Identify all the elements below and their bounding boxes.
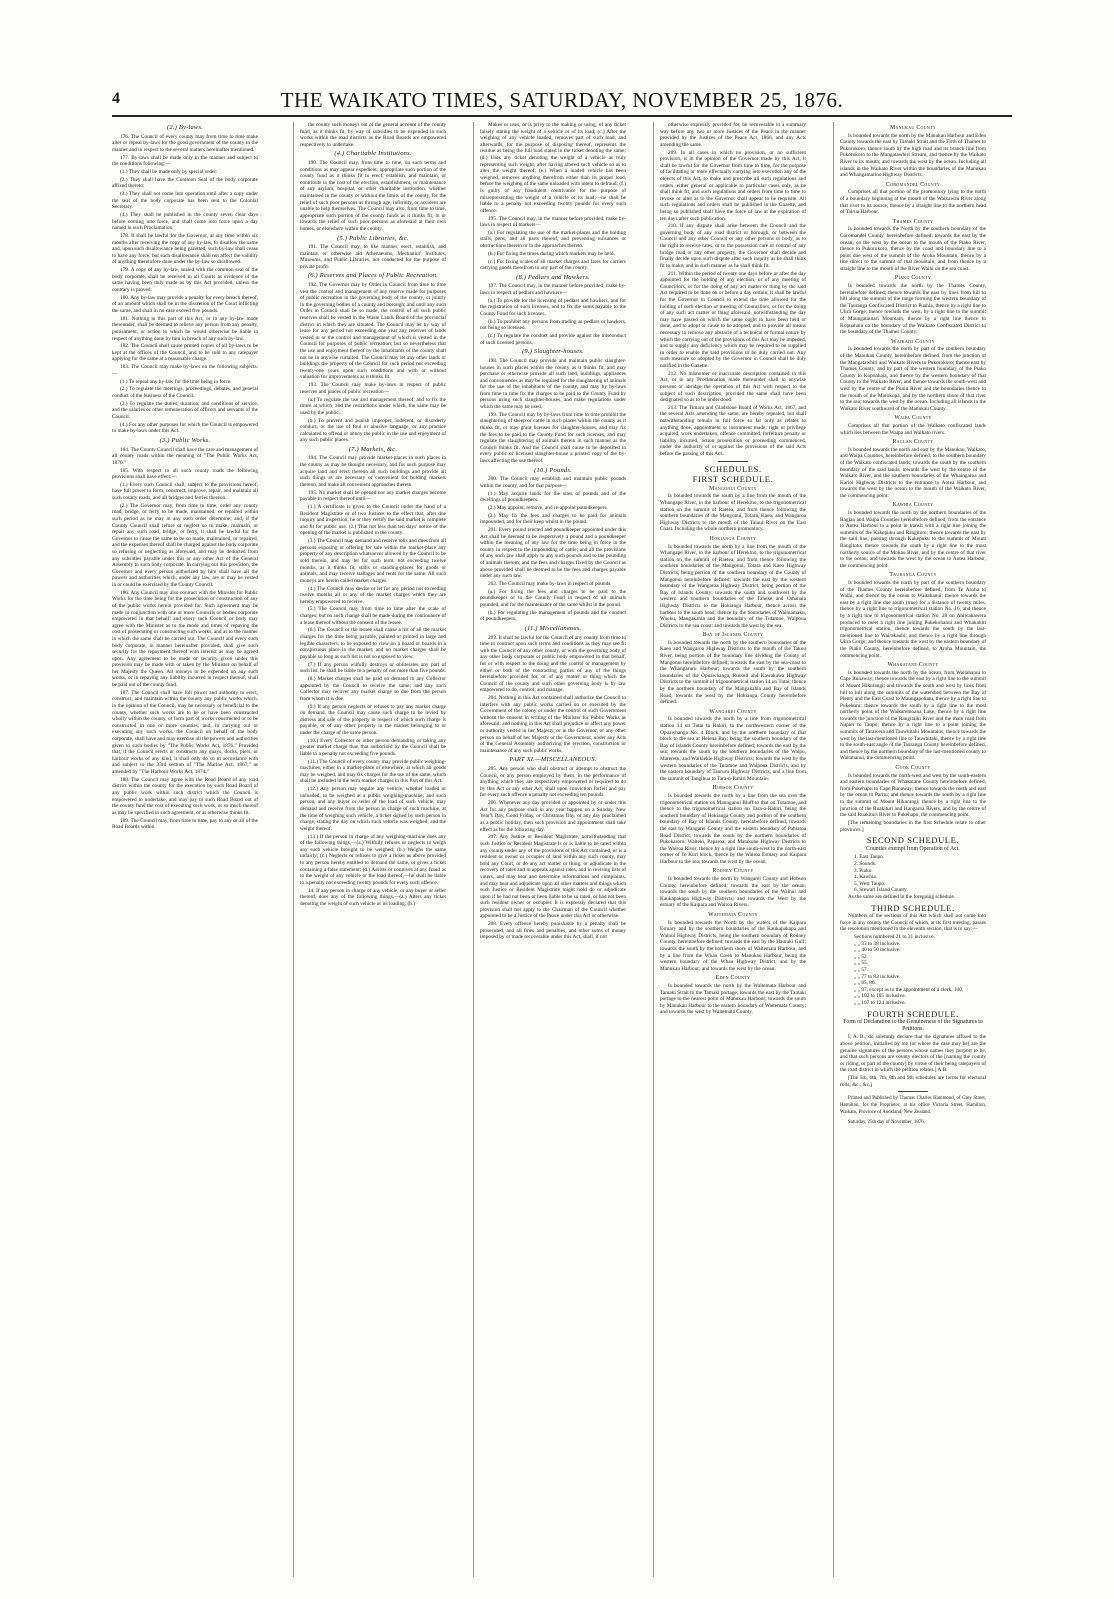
paragraph: otherwise expressly provided for, be recoverable in a summary way before any two or more Justices of the Peace in the manner provided by the Justices of the Peace Act, 1866, and any Acts amending the same.	[660, 122, 806, 148]
county-heading: Cook County	[895, 765, 931, 772]
paragraph: 197. The Council may, in the manner before provided, make by-laws in respect of pedlars and hawkers—	[480, 283, 626, 296]
paragraph: 207. Any Justice or Resident Magistrate, notwithstanding that such Justice or Resident Magistrate is or is liable to be rated within any county under any of the provisions of this Act contained, or is a resident or owner or occupier of land within any such county, may hold any Court, or do any act matter or thing, or adjudicate in the recovery of rates and in appeals against rates, and in revising lists of voters, and may hear and determine informations and complaints, and may hear and adjudicate upon all other matters and things which such Justice or Resident Magistrate might hold do or adjudicate upon if he had not been or been liable to be so rated, or had not been such resident owner or occupier. It is expressly declared that this provision shall not apply to the Chairman of the Council whether appointed to be a Justice of the Peace under this Act or otherwise.	[480, 834, 626, 920]
paragraph: Numbers of the sections of this Act which shall not come into force in any county the Council of which, at its first meeting, passes the resolution mentioned in the eleventh section, that is to say:—	[840, 913, 986, 933]
paragraph: (b.) For regulating the management of pounds and the conduct of poundkeepers.	[480, 609, 626, 623]
paragraph: 212. No misnomer or inaccurate description contained in this Act, or in any Proclamation made thereunder shall in anywise prevent or abridge the operation of this Act with respect to the subject of such description, provided the same shall have been designated so as to be understood.	[660, 370, 806, 404]
paragraph: (b.) To prohibit any persons from trading as pedlars or hawkers, not being so licensed.	[480, 318, 626, 332]
subsection-heading: (2.) By-laws.	[167, 124, 203, 131]
paragraph: 182. The Council shall cause printed copies of all by-laws to be kept at the offices of the Council, and to be sold to any ratepayer applying for the same at a reasonable charge.	[112, 343, 258, 363]
paragraph: (1.) A certificate is given to the Council under the hand of a Resident Magistrate or of two Justices to the effect that, after due inquiry and inspection, he or they certify the said market is complete and fit for public use. (2.) That not less than ten days' notice of the opening of the market is published in the county.	[300, 504, 446, 537]
subsection-heading: (7.) Markets, &c.	[348, 445, 398, 453]
subsection-heading: (4.) Charitable Institutions.	[334, 150, 412, 158]
paragraph: (a.) To provide for the licensing of pedlars and hawkers, and for the registration of such licenses, and to fix the sums payable to the County Fund for such licenses.	[480, 297, 626, 317]
paragraph: 195. No market shall be opened nor any market charges become payable in respect thereof until—	[300, 489, 446, 503]
paragraph: (3.) To regulate the duties, duration, and conditions of service, and the salaries or other remuneration of officers and servants of the Council.	[112, 400, 258, 420]
paragraph: 183. The Council may make by-laws on the following subjects:—	[112, 364, 258, 377]
section-heading: SECOND SCHEDULE.	[866, 835, 960, 846]
paragraph: (1.) To repeal any by-law for the time being in force.	[120, 378, 232, 385]
county-heading: Waipa County	[894, 415, 932, 422]
paragraph: 191. The Council may, to like manner, erect, establish, and maintain or otherwise aid Athenaeums, Mechanics' Institutes, Museums, and Public Libraries, not conducted for the purpose of private profit.	[300, 244, 446, 270]
county-heading: Hokianga County	[709, 535, 757, 542]
list-entry: 4. Kawhia.	[854, 874, 878, 881]
paragraph: Makes or uses, or is privy to the making or using, of any ticket falsely stating the weight of a vehicle or of its load; (c.) After the weighing of any vehicle loaded, removes part of such load, and afterwards, for the purpose of disposing thereof, represents the residue as being the full load stated in the ticket denoting the same; (d.) Uses any ticket denoting the weight of a vehicle as truly representing such weight, after having altered such vehicle so as to alter the weight thereof; (e.) When a loaded vehicle has been weighed, removes anything therefrom either than its proper load, before the weighing of the same unloaded with intent to defraud; (f.) Is guilty of any fraudulent contrivance for the purpose of misrepresenting the weight of a vehicle or its load;—he shall be liable to a penalty not exceeding twenty pounds for every such offence.	[480, 122, 626, 214]
paragraph: 213. The Timaru and Gladstone Board of Works Act, 1867, and the several Acts amending the same, are hereby repealed, but shall notwithstanding remain in full force so far only as relates to anything done, appointment or instrument made, right or privilege acquired, work undertaken, offence committed, forfeiture penalty or liability incurred, action prosecution or proceeding commenced, under the authority of or against the provisions of the said Acts before the passing of this Act.	[660, 404, 806, 458]
paragraph: 178. It shall be lawful for the Governor, at any time within six months after receiving the copy of any by-law, to disallow the same and, upon such disallowance being gazetted, such by-law shall cease to have any force; but such disallowance shall not affect the validity of anything theretofore done under the by-law so disallowed.	[112, 233, 258, 266]
county-heading: Coromandel County	[886, 181, 940, 188]
paragraph: Is bounded towards the north and east by the Manukau, Waikato, and Waipa Counties, hereinbefore defined, to the southern boundary of the Waikato confiscated lands; towards the south by the southern boundary of the said lands; towards the west by the centre of the Waikato River, and the southern boundaries of the Whaingaroa and Karioi Highway Districts to the entrance to Aotea Harbour, and towards the west by the ocean to the mouth of the Waikato River, the commencing point.	[840, 446, 986, 499]
list-entry: „ „ 97, except as to the appointment of a clerk, 100.	[854, 986, 964, 993]
paragraph: (2.) They shall have the Common Seal of the body corporate affixed thereto:	[112, 176, 258, 190]
section-heading: SCHEDULES.	[704, 463, 762, 474]
paragraph: 190. The Council may, from time to time, on such terms and conditions as may appear expedient, appropriate such portion of the county fund as it thinks fit to erect, establish, and maintain, or contribute to the cost of the erection, establishment, or maintenance of any asylum, hospital, or other charitable institution, whether maintained in the county or without the limits of the county, for the relief of such poor persons as through age, infirmity, or accident are unable to help themselves. The Council may also, from time to time, appropriate such portion of the county funds as it thinks fit, in or towards the relief of such poor persons as aforesaid at their own homes, or elsewhere within the county.	[300, 159, 446, 232]
column-divider	[473, 122, 474, 1577]
paragraph: (8.) Market charges shall be paid on demand to any Collector appointed by the Council to receive the same; and any such Collector may recover any market charge so due from the person from whom it is due.	[300, 675, 446, 702]
county-heading: Bay of Islands County	[702, 632, 764, 639]
paragraph: Is bounded towards the north by the northern boundaries of the Raglan and Waipa Counties hereinbefore defined, from the entrance to Aotea Harbour to a point in transit with a right line joining the summits of the Kakepuku and Rangitoto; thence towards the east by the said line, passing through Kakepuku to the summit of Mount Rangitoto; thence towards the south by a right line to the most northerly source of the Mokau River, and by the centre of that river to the ocean; and towards the west by the ocean to Aotea Harbour, the commencing point.	[840, 510, 986, 569]
paragraph: (12.) Any person may require any vehicle, whether loaded or unloaded, to be weighed at a public weighing-machine; and such person, and any buyer or seller of the load of such vehicle, may demand and receive from the person in charge of such machine, at the time of weighing such vehicle, a ticket signed by such person in charge, stating the day on which such vehicle was weighed, and the weight thereof.	[300, 786, 446, 832]
column-divider	[653, 122, 654, 1577]
paragraph: 195. The Council may, in the manner before provided, make by-laws in respect of markets—	[480, 215, 626, 229]
column-4	[660, 122, 806, 1577]
paragraph: (10.) Every Collector or other person demanding or taking any greater market charge than that authorised by the Council shall be liable to a penalty not exceeding five pounds.	[300, 737, 446, 757]
column-2	[300, 122, 446, 1577]
column-1	[112, 122, 258, 1577]
schedule-subtitle: Form of Declaration to the Genuineness of the Signatures to Petitions.	[843, 1019, 983, 1032]
county-heading: Whakatane County	[887, 662, 939, 669]
list-entry: 1. East Taupo.	[854, 854, 885, 861]
paragraph: Comprises all that portion of the Waikato confiscated lands which lies between the Waipa and Waikato rivers.	[840, 422, 986, 436]
paragraph: 206. Whenever any day provided or appointed by or under this Act for any purpose shall in any year happen on a Sunday, New Year's Day, Good Friday, or Christmas Day, or any day proclaimed as a public holiday, then such provision and appointment shall take effect as for the following day.	[480, 800, 626, 833]
subsection-heading: PART XI.—MISCELLANEOUS.	[509, 756, 597, 764]
list-entry: 2. Sounds.	[854, 860, 877, 867]
county-heading: Tauranga County	[889, 572, 937, 579]
section-rule	[718, 461, 748, 462]
column-divider	[293, 122, 294, 1577]
county-heading: Hobson County	[712, 785, 754, 792]
paragraph: 188. The Council may agree with the Road Board of any road district within the county for the execution by such Road Board of any public work within such district which the Council is empowered to undertake, and may pay to such Road Board out of the county fund the cost of executing such work, or so much thereof as may be specified in such agreement, or as otherwise thinks fit.	[112, 776, 258, 816]
paragraph: (3.) They shall not come into operation until after a copy under the seal of the body corporate has been sent to the Colonial Secretary.	[112, 191, 258, 211]
county-heading: Eden County	[715, 975, 751, 982]
paragraph: (4.) The Council may devise or let for any period not exceeding twelve months all or any of the market charges which they are hereby empowered to receive.	[300, 585, 446, 605]
subsection-heading: (3.) Public Works.	[159, 436, 211, 444]
paragraph: 192. The Governor may by Order in Council from time to time vest the control and management of any reserve made for purposes of public recreation in the governing body of the county, or jointly in the governing bodies of a county and borough; and until any such Order in Council shall be so made, the control of all such public reserves shall be vested in the Waste Lands Board of the provincial district in which they are situated. The Council may let by way of lease for any period not exceeding one year any reserves of lands vested in or the control and management of which is vested in the Council for purposes of public recreation; but so nevertheless that the use and enjoyment thereof by the inhabitants of the county shall not be in anywise curtailed. The Council may let any other lands or buildings the property of the Council for such period not exceeding twenty-one years upon such conditions and with or without valuation for improvements as it thinks fit.	[300, 282, 446, 381]
paragraph: I, A. B., do solemnly declare that the signatures affixed to the above petition, initialled by me (or where the case may be) are the genuine signatures of the persons whose names they purport to be, and that such persons are county electors of the [naming the county or riding, or part of the county] by virtue of their being ratepayers of the road district in which the petition relates.] A.B.	[840, 1034, 986, 1074]
paragraph: Is bounded towards the north by a line from trigonometrical station 14 on Tutai to Rahiri, to the northwestern corner of the Opuawhanga No. 4 Block, and by the northern boundary of that block to the sea at Helena Bay; being the southern boundary of the Bay of Islands County hereinbefore defined; towards the east by the sea; towards the south by the southern boundaries of the Waipu, Mareretu, and Waikiekie Highway Districts; towards the west by the western boundaries of the Tutamoe and Waipoua Districts, and by the eastern boundary of Taururu Highway Districts, and a line from the summit of Tangihua to Tara-o-Rahiri Mountain.	[660, 716, 806, 782]
paragraph: 208. Every offence hereby punishable by a penalty shall be prosecuted, and all fines and penalties, and other sums of money imposed by or made recoverable under this Act, shall, if not	[480, 921, 626, 941]
paragraph: 203. It shall be lawful for the Council of any county from time to time to contract upon such terms and conditions as they may see fit with the Council of any other county, or with the governing body of any other body corporate or public body empowered in that behalf, for or with respect to the doing and the control or management by either or both of the contracting parties of any of the things hereinbefore provided for, or of any matter or thing which the Council of the county and such other governing body is by law empowered to do, control, and manage.	[480, 634, 626, 694]
paragraph: Is bounded towards the north-west and west by the south-eastern and eastern boundaries of Whakatane County hereinbefore defined, from Pukehapu to Cape Runaway; thence towards the north and east by the ocean to Paritu; and thence towards the south by a right line to the summit of Mount Hikurangi; thence by a right line to the junction of the Ruakituri and Hangaroa Rivers, and by the centre of the said Ruakituri River to Pukehapu, the commencing point.	[840, 772, 986, 819]
paragraph: (11.) The Council of every county may provide public weighing-machines, either in a market-place or elsewhere, at which all goods may be weighed, and may fix charges for the use of the same, which shall be included in the term market charges in this Part of this Act.	[300, 758, 446, 785]
paragraph: 179. A copy of any by-law, sealed with the common seal of the body corporate, shall be received in all Courts as evidence of the same having been duly made as by this Act provided, unless the contrary is proved.	[112, 267, 258, 293]
paragraph: (1.) May acquire lands for the sites of pounds and of the dwellings of poundkeepers.	[480, 490, 626, 504]
county-heading: Raglan County	[892, 439, 934, 446]
paragraph: 187. The Council shall have full power and authority to erect, construct, and maintain within the county any public works which, in the opinion of the Council, may be necessary or beneficial to the county, whether such works are to be or have been constructed wholly within the county, or form part of works constructed or to be constructed in one or more counties; and, in carrying out or executing any such works, the Council on behalf of the body corporate, shall have and may exercise all the powers and authorities given to such bodies by "The Public Works Act, 1876." Provided that, if the Council erects or constructs any quays, docks, piers, or harbour works of any kind, it shall only do so in accordance with and subject to the 33rd section of "The Marine Act, 1867," as amended by "The Harbour Works Act, 1874."	[112, 689, 258, 775]
section-rule	[898, 1091, 928, 1092]
paragraph: Is bounded towards the north by part of the southern boundary of the Manukau County, hereinbefore defined, from the junction of the Mangatawhiri and Waikato Rivers to Pukorokoro; thence east by Thames County, and by part of the western boundary of the Piako County to Kopuahaia, and thence by the western boundary of that County to the Waikato River; and thence towards the south-west and west by the centre of the Puniu River and the boundaries thence to the mouth of the Marokopa, and by the northern shore of that river to the sea; towards the west by the ocean. Including all islands in the Waikato River southward of the Manukau County.	[840, 346, 986, 412]
county-heading: Manukau County	[890, 125, 936, 131]
imprint-line: Saturday, 25th day of November, 1876.	[848, 1120, 925, 1126]
subsection-heading: (10.) Pounds.	[534, 466, 572, 474]
paragraph: (2.) May appoint, remove, and re-appoint poundkeepers.	[488, 504, 608, 511]
paragraph: 176. The Council of every county may from time to time make alter or repeal by-laws for the good government of the county in the manner and in respect to the several matters hereinafter mentioned.	[112, 133, 258, 153]
paragraph: (a.) For regulating the use of the market-places and the holding stalls, pens, and all parts thereof, and preventing nuisances or obstructions therein or in the approaches thereto.	[480, 229, 626, 250]
paragraph: (c.) To regulate the conduct and provide against the misconduct of such licensed persons.	[480, 333, 626, 346]
paragraph: 198. The Council may provide and maintain public slaughter-houses in such places within the county as it thinks fit, and may purchase or otherwise provide all such land, buildings, appliances and conveniences as may be required for the slaughtering of animals for the use of the inhabitants of the county, and may by by-laws from time to time fix the charges to be paid to the County Fund by persons using such slaughter-houses, and make regulations under which the same may be used.	[480, 357, 626, 411]
list-entry: „ „ 33 to 38 inclusive.	[854, 940, 901, 947]
paragraph: 202. The Council may make by-laws in respect of pounds.	[488, 581, 612, 588]
paragraph: 210. If any dispute shall arise between the Council and the governing body of any road district or borough, or between the Council and any other Council or any other persons or body, as to the right to receive rates, or to the possession care or control of any bridge road or any other property, the Governor shall decide and finally decide upon such dispute after such inquiry as he shall think fit to make, and in such manner as he shall think fit.	[660, 223, 806, 269]
column-5	[840, 122, 986, 1577]
paragraph: Is bounded towards the north by the Thames County, hereinbefore defined; thence towards the east by lines from hill to hill along the summit of the range forming the western boundary of the Tauranga Confiscated District to Puahia, thence by a right line to Ulira Gorge; thence towards the west, by a right line to the summit of Maungatautari Mountain, thence by a right line thence to Kopuahaia on the boundary of the Waikato Confiscated District to the boundary of the Thames County.	[840, 283, 986, 336]
list-entry: 3. Piako.	[854, 867, 873, 874]
subsection-heading: (9.) Slaughter-houses.	[522, 348, 584, 356]
list-entry: „ „ 102 to 105 inclusive.	[854, 993, 906, 1000]
paragraph: Is bounded towards the north by the ocean, from Waitahanui to Cape Runaway; thence towards the east by a right line to the summit of Mount Hikurangi; and towards the south and west by lines from hill to hill along the summits of the watershed between the Bay of Plenty and the East Coast to Maungapohatu, thence by a right line to Pukehuru; thence towards the south by a right line to the most northerly point of the Waikaremoana Lake, thence by a right line towards the junction of the Rangitaiki River and the main road from Napier to Taupo; thence by a right line to a point joining the summits of Tarawera and Tauwhitahi Mountains; thence towards the west by the last-mentioned line to Tauwhitahi, thence by a right line to the south-east angle of the Tauranga County hereinbefore defined, and thence by the northern boundary of the last-mentioned county to Waitahanui, the commencing point.	[840, 669, 986, 762]
paragraph: (2.) To regulate the meetings, proceedings, debates, and general conduct of the business of the Council.	[112, 386, 258, 399]
list-entry: „ „ 52.	[854, 953, 868, 960]
paragraph: 186. Any Council may also contract with the Minister for Public Works for the time being for the prosecution or construction of any of the public works herein provided for. Such agreement may be made in conjunction with one or more Councils or bodies corporate empowered in that behalf; and every such Council or body may agree with the Minister as to the mode and times of repaying the cost of prosecuting or constructing such works, and as to the manner in which the same shall be carried out. The Council and every such body corporate, in manner hereinafter provided, shall give such security for the repayment thereof with interest as may be agreed upon. Any agreement to be made or security given under this provision may be made with or taken by the Minister on behalf of her Majesty the Queen. All moneys to be expended on any such works, or in repaying any liability incurred in respect thereof, shall be paid out of the county fund.	[112, 589, 258, 689]
paragraph: 185. With respect to all such county roads the following provisions shall have effect:—	[112, 467, 258, 481]
masthead-rule	[112, 115, 1012, 117]
paragraph: Is bounded towards the north by a line from the mouth of the Whangape River, in the harbour of Herekino, to the trigonometrical station on the summit of Raetea, and from thence following the southern boundaries of the Mangonui, Totara and Kaeo Highway Districts, being portion of the southern boundary of the County of Mangonui hereinbefore defined; towards the east by the western boundary of the Wangaroa Highway District, being portion of the Bay of Islands County; towards the south and southwest by the western and southern boundaries of the Taheke and Omanaia Highway Districts to the Hokianga Harbour, thence across the harbour to the south head, thence by the boundaries of Waimamaku, Waoku, Mangakahia and the boundary of the Tutamoe, Waipoua Districts to the sea coast; and towards the west by the sea.	[660, 543, 806, 629]
section-heading: FIRST SCHEDULE.	[692, 474, 774, 485]
paragraph: 204. Nothing in this Act contained shall authorize the Council to interfere with any public works carried on or executed by the Government of the colony or under the control of such Government without the consent in writing of the Minister for Public Works as aforesaid; and nothing in this Act shall prejudice or affect any power or authority vested in her Majesty, or in the Governor, or any other person on behalf of her Majesty or the Government, under any Acts of the General Assembly authorizing the erection, construction or maintenance of any such public works.	[480, 695, 626, 754]
list-entry: 5. West Taupo.	[854, 880, 886, 887]
paragraph: Is bounded towards the north by a line from the sea over the trigonometrical station on Maunganui Bluff to that on Tutamoe, and thence to the trigonometrical station on Tara-o-Rahiri, being the southern boundary of Hokianga County and portion of the southern boundary of Bay of Islands County, hereinbefore defined; towards the east by Wangarei County and the eastern boundary of Pahiatoa Road District; towards the south by the northern boundaries of Pukekaroro, Waiteki, Paparoa, and Matakohe Highway Districts to the Wairoa River, thence by a right line south-west to the north-east corner of Te Kuri block, thence by the Wairoa Estuary and Kaipara Harbour to the sea; towards the west by the ocean.	[660, 792, 806, 865]
newspaper-title: THE WAIKATO TIMES, SATURDAY, NOVEMBER 25, 1876.	[280, 88, 844, 112]
county-heading: Rodney County	[712, 868, 754, 875]
paragraph: 209. In all cases in which no provision, or no sufficient provision, is in the opinion of the Governor made by this Act, it shall be lawful for the Governor from time to time, for the purpose of facilitating or more effectually carrying into execution any of the objects of this Act, to make and prescribe all such regulations and orders, either general or applicable to particular cases only, as he shall think fit, and such regulations and orders from time to time to revoke or alter as to the Governor shall appear to be requisite. All such regulations and orders shall be published in the Gazette, and being so published shall have the force of law at the expiration of ten days after such publication.	[660, 149, 806, 222]
paragraph: (3.) The Council may demand and receive tolls and dues from all persons exposing or offering for sale within the market-place any property of any description whatsoever allowed by the Council to be sold therein, and may let for such term, not exceeding twelve months, as it thinks fit, stalls or standing-places for goods or animals, and may receive stallages and rents for the same. All such moneys are herein called market charges.	[300, 538, 446, 584]
county-heading: Waikato County	[891, 338, 935, 345]
paragraph: 201. Every pound erected and poundkeeper appointed under this Act shall be deemed to be respectively a pound and a poundkeeper within the meaning of any law for the time being in force in the county in respect to the impounding of cattle; and all the provisions of any such law shall apply to any such pounds and to the pounding of animals therein; and the fees and charges fixed by the Council as above provided shall be deemed to be the fees and charges payable under any such law.	[480, 527, 626, 580]
paragraph: (3.) May fix the fees and charges to be paid for animals impounded, and for their keep whilst in the pound.	[480, 512, 626, 526]
paragraph: Comprises all that portion of the promontory lying to the north of a boundary beginning at the mouth of the Waikawau River along that river to its source, thence by a straight line to the northern head of Tairua Harbour.	[840, 189, 986, 216]
imprint-line: Printed and Published by Thomas Charles Hammond, of Grey Street, Hamilton, for the Proprietor, at his office Victoria Street, Hamilton, Waikato, Province of Auckland, New Zealand.	[840, 1096, 986, 1115]
paragraph: Is bounded towards the north by the Manukau Harbour and Eden County towards the east by Tamaki Strait and the Firth of Thames to Pukorokoro, thence south by the high road and its branch line from Pukorokoro to the Mangatawhiri Stream, and thence by the Waikato River to its mouth; and towards the west by the ocean. Including all islands in the Waikato River within the boundaries of the Manukau and Whangamarino Highway Districts.	[840, 132, 986, 179]
paragraph: (b.) To prevent and punish improper, indecent, or disorderly conduct, or the use of foul or abusive language, or any practice calculated to offend or annoy the public in the use and enjoyment of any such public places.	[300, 417, 446, 444]
paragraph: [The remaining boundaries in the first Schedule relate to other provinces.]	[840, 819, 986, 833]
section-heading: THIRD SCHEDULE.	[871, 902, 955, 913]
county-heading: Thames County	[892, 218, 934, 225]
county-heading: Wangarei County	[709, 708, 757, 715]
paragraph: 184. The County Council shall have the care and management of all county roads within the meaning of "The Public Works Act, 1876."	[112, 446, 258, 466]
paragraph: (13.) If the person in charge of any weighing-machine does any of the following things,—(a.) Wilfully refuses or neglects to weigh any such vehicle brought to be weighed; (b.) Weighs the same unfairly; (c.) Neglects or refuses to give a ticket as above provided to any person hereby entitled to demand the same, or gives a ticket containing a false statement; (d.) Assists or connives at any fraud as to the weight of any vehicle or the load thereof,—he shall be liable to a penalty not exceeding twenty pounds for every such offence.	[300, 833, 446, 886]
paragraph: As the same are defined in the foregoing schedule.	[848, 893, 956, 900]
list-entry: 6. Stewart Island County.	[854, 887, 908, 894]
paragraph: (a.) For fixing the fees and charges to be paid to the poundkeeper or to the County Fund in respect of all animals pounded, and for the maintenance of the same whilst in the pound.	[480, 588, 626, 608]
paragraph: the county such moneys out of the general account of the county fund, as it thinks fit, by way of subsidies to be expended in such works within the road districts as the Road Boards are empowered respectively to undertake.	[300, 122, 446, 148]
masthead	[112, 88, 1012, 112]
paragraph: Is bounded towards the south by a line from the mouth of the Whangape River, in the harbour of Herekino, to the trigonometrical station on the summit of Raetea, and from thence following the southern boundaries of the Mangonui, Totara, Kaeo, and Wangaroa Highway Districts to the mouth of the Taiaui River on the East Coast. Including the whole northern promontory.	[660, 493, 806, 533]
subsection-heading: (6.) Reserves and Places of Public Recreation.	[307, 272, 439, 280]
paragraph: (b.) For fixing the times during which markets may be held.	[488, 250, 615, 257]
paragraph: (6.) The Council or the lessee shall cause a list of all the market charges for the time being payable, painted or printed in large and legible characters, to be exposed to view on a board or boards in a conspicuous place in the market; and no market charges shall be payable so long as such list is not so exposed to view.	[300, 627, 446, 660]
paragraph: (9.) If any person neglects or refuses to pay any market charge on demand, the Council may cause such charge to be levied by distress and sale of the property in respect of which such charge is payable, or of any other property in the market belonging to or under the charge of the same person.	[300, 703, 446, 736]
column-divider	[833, 122, 834, 1577]
paragraph: 200. The Council may establish and maintain public pounds within the county, and for that purpose—	[480, 476, 626, 489]
subsection-heading: (8.) Pedlars and Hawkers.	[516, 273, 590, 281]
page-number: 4	[112, 90, 120, 107]
paragraph: Is bounded towards the north by the Waitemata Harbour and Tamaki Strait to the Tamaki portage; towards the east by the Tamaki portage to the nearest point of Manukau Harbour; towards the south by Manukau Harbour to the eastern boundary of Waitemata County; and towards the west by Waitemata County.	[660, 982, 806, 1016]
list-entry: „ „ 40 to 50 inclusive.	[854, 947, 901, 954]
paragraph: 181. Nothing in this part of this Act, or in any by-law made thereunder, shall be deemed to relieve any person from any penalty, punishment, or action to which he would otherwise be liable in respect of anything done by him in breach of any such by-law.	[112, 315, 258, 342]
county-heading: Piako County	[894, 275, 932, 282]
paragraph: Is bounded towards the north by the southern boundaries of the Kaeo and Wangaroa Highway Districts to the mouth of the Takou River, being portion of the boundary line dividing the County of Mangonui hereinbefore defined; towards the east by the sea-coast to the Whangaruru Harbour; towards the south by the southern boundaries of the Opuawhanga, Russell and Kawakawa Highway Districts to the summit of trigonometrical station 14 on Tutai; thence by the northern boundary of the Mangakahia and Bay of Islands Road, towards the west by the Hokianga County hereinbefore defined.	[660, 639, 806, 706]
list-entry: „ „ 55.	[854, 960, 868, 967]
paragraph: Is bounded towards the North by the waters of the Kaipara Estuary and by the southern boundaries of the Kaukapakapa and Wainui Highway Districts, being the southern boundary of Rodney County, hereinbefore defined; towards the east by the Hauraki Gulf; towards the south by the northern shore of Waitemata Harbour, and by a line from the Whau Creek to Manukau Harbour, being the western boundary of the Whau Highway District, and by the Manukau Harbour; and towards the west by the ocean.	[660, 919, 806, 972]
paragraph: (a.) To regulate the use and management thereof, and to fix the times at which, and the restrictions under which, the same may be used by the public.	[300, 396, 446, 416]
paragraph: (5.) The Council may from time to time alter the scale of charges; but no such change shall be made during the continuance of a lease thereof without the consent of the lessee.	[300, 606, 446, 626]
paragraph: (4.) They shall be published in the county seven clear days before coming into force, and shall come into force upon a day named in such Proclamation.	[112, 212, 258, 232]
paragraph: 177. By-laws shall be made only in the manner and subject to the conditions following:—	[112, 154, 258, 168]
columns-container	[112, 122, 1012, 1577]
schedule-subtitle: Counties exempt from Operation of Act.	[866, 845, 960, 852]
paragraph: (c.) For fixing scales of all market charges and fares for carriers carrying goods therefrom to any part of the county.	[480, 258, 626, 272]
paragraph: 189. The Council may, from time to time, pay to any or all of the Road Boards within	[112, 817, 258, 831]
paragraph: 211. Within the period of twenty one days before or after the day appointed for the holding of any election, or of any meeting of Councillors, or for the doing of any act matter or thing by the said Act required to be done on or before a day certain, it shall be lawful for the Governor in Council to extend the time allowed for the holding of such election or meeting of Councillors, or for the doing of any such act matter or thing aforesaid, notwithstanding the day may have passed on which the same ought to have been held or done, and to adopt or cause to be adopted, and to provide all means necessary to remove any obstacle of a technical or formal nature by which the carrying out of the provisions of this Act may be impeded, and to supply any deficiency which may be required to be supplied in order to enable the said provisions to be duly carried out. Any such measure so adopted by the Governor in Council shall be duly notified in the Gazette.	[660, 270, 806, 369]
paragraph: 199. The Council may by by-laws from time to time prohibit the slaughtering of sheep or cattle in such places within the county as it thinks fit, or may grant licenses for slaughter-houses, and may fix the fees to be paid to the County Fund for such licenses, and may regulate the slaughtering of animals therein in such manner as the Council thinks fit. And the Council shall cause to be deposited in every public or licensed slaughter-house a printed copy of the by-laws affecting the use thereof.	[480, 411, 626, 464]
county-heading: Kawhia County	[892, 502, 934, 509]
paragraph: [The 5th, 6th, 7th, 8th and 9th schedules are forms for electoral rolls, &c., &c.]	[840, 1075, 986, 1088]
subsection-heading: (5.) Public Libraries, &c.	[337, 234, 409, 242]
paragraph: Is bounded towards the North by the southern boundary of the Coromandel County, hereinbefore defined; towards the east by the ocean; on the west by the ocean to the mouth of the Piako River, thence to Pukorokoro, thence by the coast and boundary line to a point due west of the summit of the Aroha Mountain, thence by a line direct to the summit of that mountain, and from thence by a straight line to the mouth of the River Waihi on the sea coast.	[840, 226, 986, 272]
section-heading: FOURTH SCHEDULE.	[867, 1008, 959, 1019]
list-entry: „ „ 57.	[854, 967, 868, 974]
paragraph: 205. Any person who shall obstruct or attempt to obstruct the Council, or any person employed by them, in the performance of anything which they are respectively empowered or required to do by this Act or any other Act, shall upon conviction forfeit and pay for every such offence a penalty not exceeding ten pounds.	[480, 766, 626, 799]
paragraph: (1.) They shall be made only by special order:	[120, 168, 218, 175]
list-entry: Sections numbered 21 to 31 inclusive.	[854, 934, 935, 941]
paragraph: Is bounded towards the north by Wangarei County and Hobson County, hereinbefore defined; towards the east by the ocean; towards the south by the southern boundaries of the Wainui and Kaukapakapa Highway Districts; and towards the West by the estuary of the Kaipara and Wairoa Rivers.	[660, 876, 806, 909]
paragraph: 194. The Council may provide market-places in such places in the county as may be thought necessary, and for such purpose may acquire land and erect thereon all such buildings and provide all such things as are necessary or convenient for holding markets thereon, and make all convenient approaches thereto.	[300, 455, 446, 488]
subsection-heading: (11.) Miscellaneous.	[524, 624, 582, 632]
county-heading: Waitemata County	[708, 912, 758, 919]
paragraph: (2.) The Governor may, from time to time, order any county road, bridge, or ferry to be made, maintained, or repaired within such period as he may in any such order determine; and, if the County Council shall refuse or neglect so to make, maintain, or repair any such road, bridge, or ferry, it shall be lawful for the Governor to cause the same to be so made, maintained, or repaired, and the expenses thereof shall be charged against the body corporate so refusing or neglecting as aforesaid, and may be deducted from any subsidies payable under this or any other Act of the General Assembly to such body corporate. In carrying out this provision, the Governor and every person authorized by him shall have all the powers and authorities which, under any law, are or may be vested in or could be exercised by the County Council.	[112, 502, 258, 588]
paragraph: 180. Any by-law may provide a penalty for every breach thereof, of an amount which shall be in the discretion of the Court inflicting the same, and shall in no case exceed five pounds.	[112, 294, 258, 314]
county-heading: Mangonui County	[709, 485, 757, 492]
list-entry: „ „ 107 to 124 inclusive.	[854, 1000, 906, 1006]
column-3	[480, 122, 626, 1577]
paragraph: Is bounded towards the north by part of the southern boundary of the Thames County hereinbefore defined, from Te Aroha to Waihi, and thence by the ocean to Waitahanui; thence towards the east by a right line due south (true) for a distance of twenty miles, thence by a right line to trigonometrical station No. 16, and thence by a right line to trigonometrical station No. 28 on Ahiwakawera produced to meet a right line joining Pukekohanui and Whakahiti trigonometrical station, thence towards the south by the last-mentioned line to Wairakauhi; and thence by a right line through Ulira Gorge; and thence towards the west by the eastern boundary of the Piako County, hereinbefore defined, to Aroha Mountain, the commencing point.	[840, 580, 986, 659]
paragraph: (4.) For any other purposes for which the Council is empowered to make by-laws under this Act.	[112, 421, 258, 435]
list-entry: „ „ 85, 86.	[854, 980, 876, 987]
list-entry: „ „ 77 to 83 inclusive.	[854, 973, 901, 980]
paragraph: (7.) If any person wilfully destroys or obliterates any part of such list, he shall be liable to a penalty of not more than five pounds.	[300, 661, 446, 675]
paragraph: (1.) Every such Council shall, subject to the provisions hereof, have full power to form, construct, improve, repair, and maintain all such county roads, and all bridges and ferries thereon.	[112, 481, 258, 502]
paragraph: 193. The Council may make by-laws in respect of public reserves and places of public recreation—	[300, 382, 446, 395]
paragraph: 14. If any person in charge of any vehicle, or any buyer or seller thereof, does any of the following things,—(a.) Alters any ticket denoting the weight of such vehicle or its loading; (b.)	[300, 887, 446, 907]
